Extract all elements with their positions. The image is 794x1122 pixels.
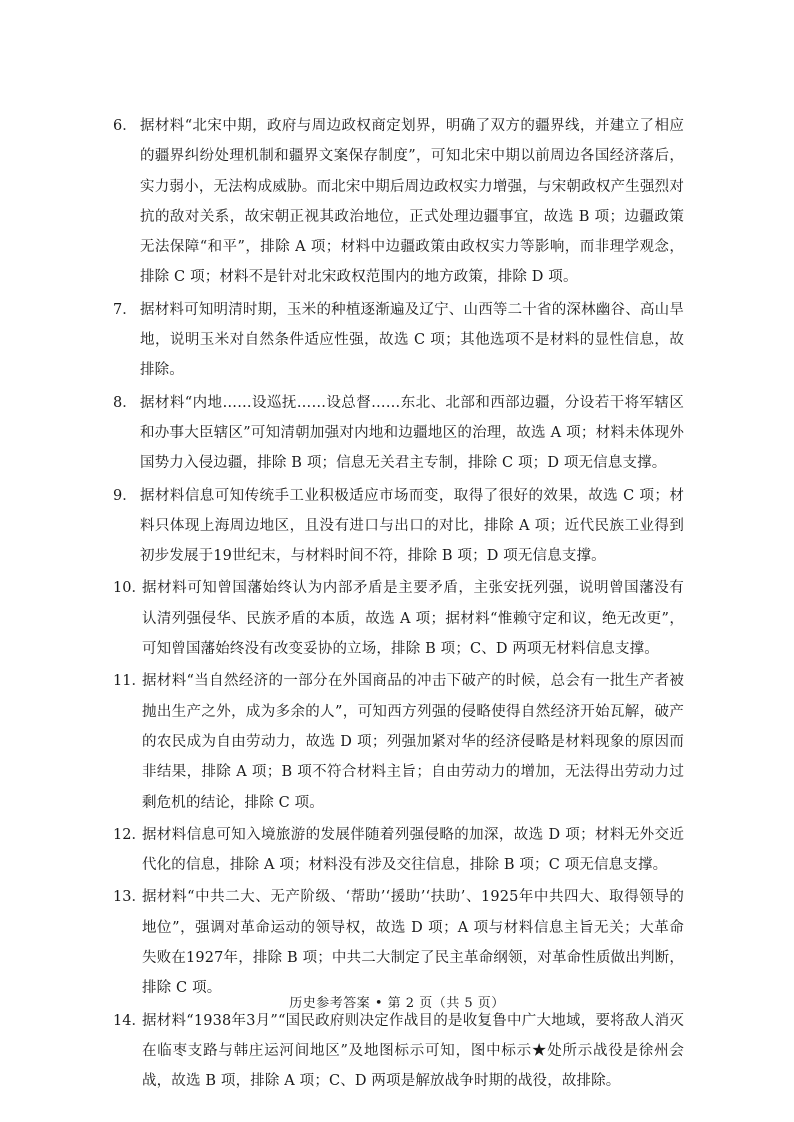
answer-list	[113, 111, 684, 1099]
answer-text: 据材料信息可知入境旅游的发展伴随着列强侵略的加深，故选 D 项；材料无外交近代化的信息，排除 A 项；材料没有涉及交往信息，排除 B 项；C 项无信息支撑。	[142, 826, 684, 874]
answer-number: 10．	[113, 580, 146, 597]
answer-number: 12．	[113, 826, 146, 843]
answer-number: 13．	[113, 889, 146, 906]
answer-text: 据材料可知曾国藩始终认为内部矛盾是主要矛盾，主张安抚列强，说明曾国藩没有认清列强侵华、民族矛盾的本质，故选 A 项；据材料“惟赖守定和议，绝无改更”，可知曾国藩始终没有改变妥协的立场，排除 B 项；C、D 两项无材料信息支撑。	[142, 580, 684, 658]
answer-item-11	[113, 666, 684, 817]
answer-text: 据材料“当自然经济的一部分在外国商品的冲击下破产的时候，总会有一批生产者被抛出生产之外，成为多余的人”，可知西方列强的侵略使得自然经济开始瓦解，破产的农民成为自由劳动力，故选 D 项；列强加紧对华的经济侵略是材料现象的原因而非结果，排除 A 项；B 项不符合材料主旨；自由劳动力的增加，无法得出劳动力过剩危机的结论，排除 C 项。	[142, 673, 684, 811]
answer-number: 6．	[113, 118, 137, 134]
answer-item-6	[113, 111, 684, 293]
answer-text: 据材料“内地……设巡抚……设总督……东北、北部和西部边疆，分设若干将军辖区和办事大臣辖区”可知清朝加强对内地和边疆地区的治理，故选 A 项；材料未体现外国势力入侵边疆，排除 B 项；信息无关君主专制，排除 C 项；D 项无信息支撑。	[140, 394, 684, 472]
page-footer: 历史参考答案 • 第 2 页（共 5 页）	[289, 996, 505, 1011]
answer-number: 9．	[113, 487, 137, 504]
answer-number: 7．	[113, 301, 137, 318]
answer-item-8	[113, 388, 684, 479]
answer-text: 据材料“1938年3月”“国民政府则决定作战目的是收复鲁中广大地域，要将敌人消灭在临枣支路与韩庄运河间地区”及地图标示可知，图中标示★处所示战役是徐州会战，故选 B 项，排除 A 项；C、D 两项是解放战争时期的战役，故排除。	[142, 1012, 684, 1090]
answer-text: 据材料“中共二大、无产阶级、‘帮助’‘援助’‘扶助’、1925年中共四大、取得领导的地位”，强调对革命运动的领导权，故选 D 项；A 项与材料信息主旨无关；大革命失败在1927年，排除 B 项；中共二大制定了民主革命纲领，对革命性质做出判断，排除 C 项。	[142, 889, 684, 997]
answer-text: 据材料信息可知传统手工业积极适应市场而变，取得了很好的效果，故选 C 项；材料只体现上海周边地区，且没有进口与出口的对比，排除 A 项；近代民族工业得到初步发展于19世纪末，与材料时间不符，排除 B 项；D 项无信息支撑。	[140, 487, 684, 565]
answer-text: 据材料可知明清时期，玉米的种植逐渐遍及辽宁、山西等二十省的深林幽谷、高山旱地，说明玉米对自然条件适应性强，故选 C 项；其他选项不是材料的显性信息，故排除。	[140, 301, 684, 379]
answer-item-12	[113, 820, 684, 881]
answer-item-7	[113, 295, 684, 386]
answer-item-13	[113, 882, 684, 1003]
answer-number: 14．	[113, 1012, 146, 1029]
answer-item-10	[113, 573, 684, 664]
answer-number: 11．	[113, 673, 146, 690]
answer-number: 8．	[113, 394, 137, 411]
answer-item-14	[113, 1006, 684, 1097]
answer-item-9	[113, 481, 684, 572]
answer-text: 据材料“北宋中期，政府与周边政权商定划界，明确了双方的疆界线，并建立了相应的疆界纠纷处理机制和疆界文案保存制度”，可知北宋中期以前周边各国经济落后，实力弱小，无法构成威胁。而北宋中期后周边政权实力增强，与宋朝政权产生强烈对抗的敌对关系，故宋朝正视其政治地位，正式处理边疆事宜，故选 B 项；边疆政策无法保障“和平”，排除 A 项；材料中边疆政策由政权实力等影响，而非理学观念，排除 C 项；材料不是针对北宋政权范围内的地方政策，排除 D 项。	[140, 118, 684, 286]
